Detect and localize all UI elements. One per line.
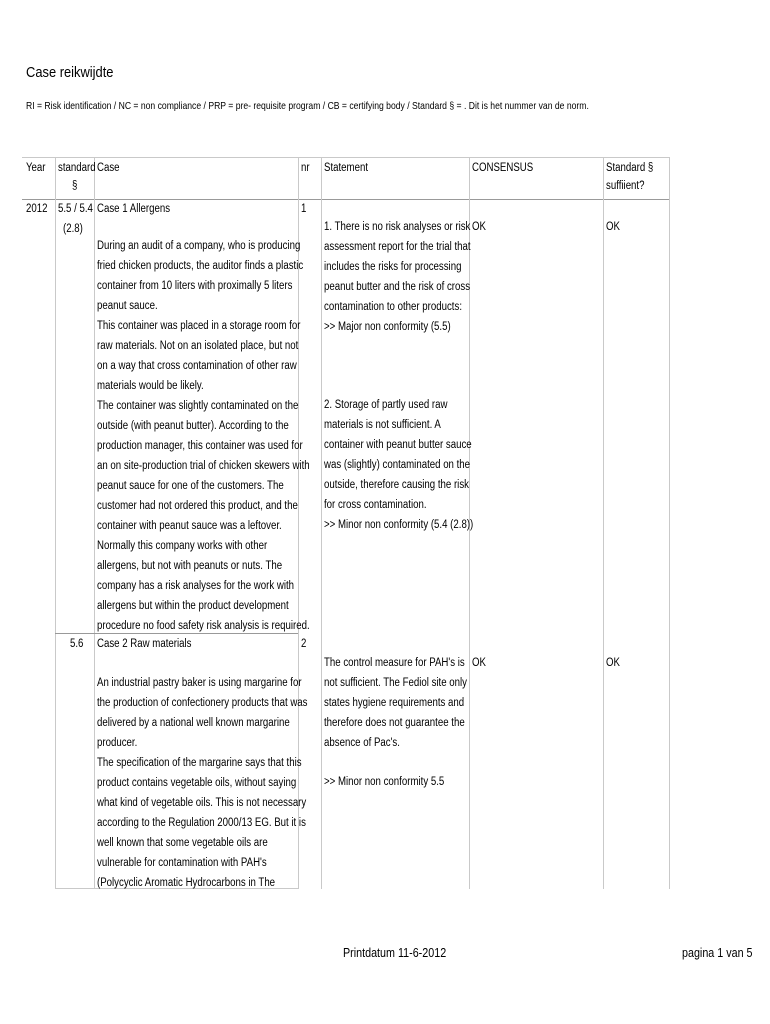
header-year: Year	[26, 162, 46, 174]
header-nr: nr	[301, 162, 310, 174]
row1-case-text: During an audit of a company, who is producing fried chicken products, the auditor finds a plastic container from 10 liters with proximally 5 liters peanut sauce. This container was placed in a storage room for raw materials. Not on an isolated place, but not on a way that cross contamination of other raw materials would be likely. The container was slightly contaminated on the outside (with peanut butter). According to the production manager, this container was used for an on site-production trial of chicken skewers with peanut sauce for one of the customers. The customer had not ordered this product, and the container with peanut sauce was a leftover. Normally this company works with other allergens, but not with peanuts or nuts. The company has a risk analyses for the work with allergens but within the product development procedure no food safety risk analysis is required.	[97, 240, 310, 632]
footer-print-date: Printdatum 11-6-2012	[343, 946, 447, 960]
row2-statement-2: >> Minor non conformity 5.5	[324, 776, 445, 788]
header-consensus: CONSENSUS	[472, 162, 534, 174]
page-title: Case reikwijdte	[26, 64, 114, 81]
header-statement: Statement	[324, 162, 369, 174]
row2-nr: 2	[301, 638, 307, 650]
row1-statement-2: 2. Storage of partly used raw materials is not sufficient. A container with peanut butter sauce was (slightly) contaminated on the outside, therefore causing the risk for cross contamination. >> Minor non conformity (5.4 (2.8))	[324, 399, 474, 531]
row2-standard: 5.6	[70, 638, 84, 650]
row2-case-title: Case 2 Raw materials	[97, 638, 192, 650]
row1-statement-1: 1. There is no risk analyses or risk assessment report for the trial that includes the risks for processing peanut butter and the risk of cross contamination to other products: >> Major non conformity (5.5)	[324, 221, 471, 333]
row1-standard-sub: (2.8)	[63, 223, 83, 235]
row1-sufficient: OK	[606, 221, 620, 233]
row2-consensus: OK	[472, 657, 486, 669]
row1-case-title: Case 1 Allergens	[97, 203, 171, 215]
header-standard: standard	[58, 162, 96, 174]
legend: RI = Risk identification / NC = non compliance / PRP = pre- requisite program / CB = certifying body / Standard § = . Dit is het nummer van de norm.	[26, 100, 589, 112]
row1-consensus: OK	[472, 221, 486, 233]
footer-page-number: pagina 1 van 5	[682, 946, 753, 960]
header-case: Case	[97, 162, 120, 174]
row1-nr: 1	[301, 203, 307, 215]
header-standard-symbol: §	[72, 180, 78, 192]
row1-standard: 5.5 / 5.4	[58, 203, 93, 215]
header-sufficient: Standard §	[606, 162, 654, 174]
row2-sufficient: OK	[606, 657, 620, 669]
row2-case-text: An industrial pastry baker is using margarine for the production of confectionery products that was delivered by a national well known margarine producer. The specification of the margarine says that this product contains vegetable oils, without saying what kind of vegetable oils. This is not necessary according to the Regulation 2000/13 EG. But it is well known that some vegetable oils are vulnerable for contamination with PAH's (Polycyclic Aromatic Hydrocarbons in The	[97, 677, 308, 889]
header-sufficient-2: suffiient?	[606, 180, 645, 192]
row2-statement-1: The control measure for PAH's is not sufficient. The Fediol site only states hygiene requirements and therefore does not guarantee the absence of Pac's.	[324, 657, 468, 749]
row1-year: 2012	[26, 203, 48, 215]
